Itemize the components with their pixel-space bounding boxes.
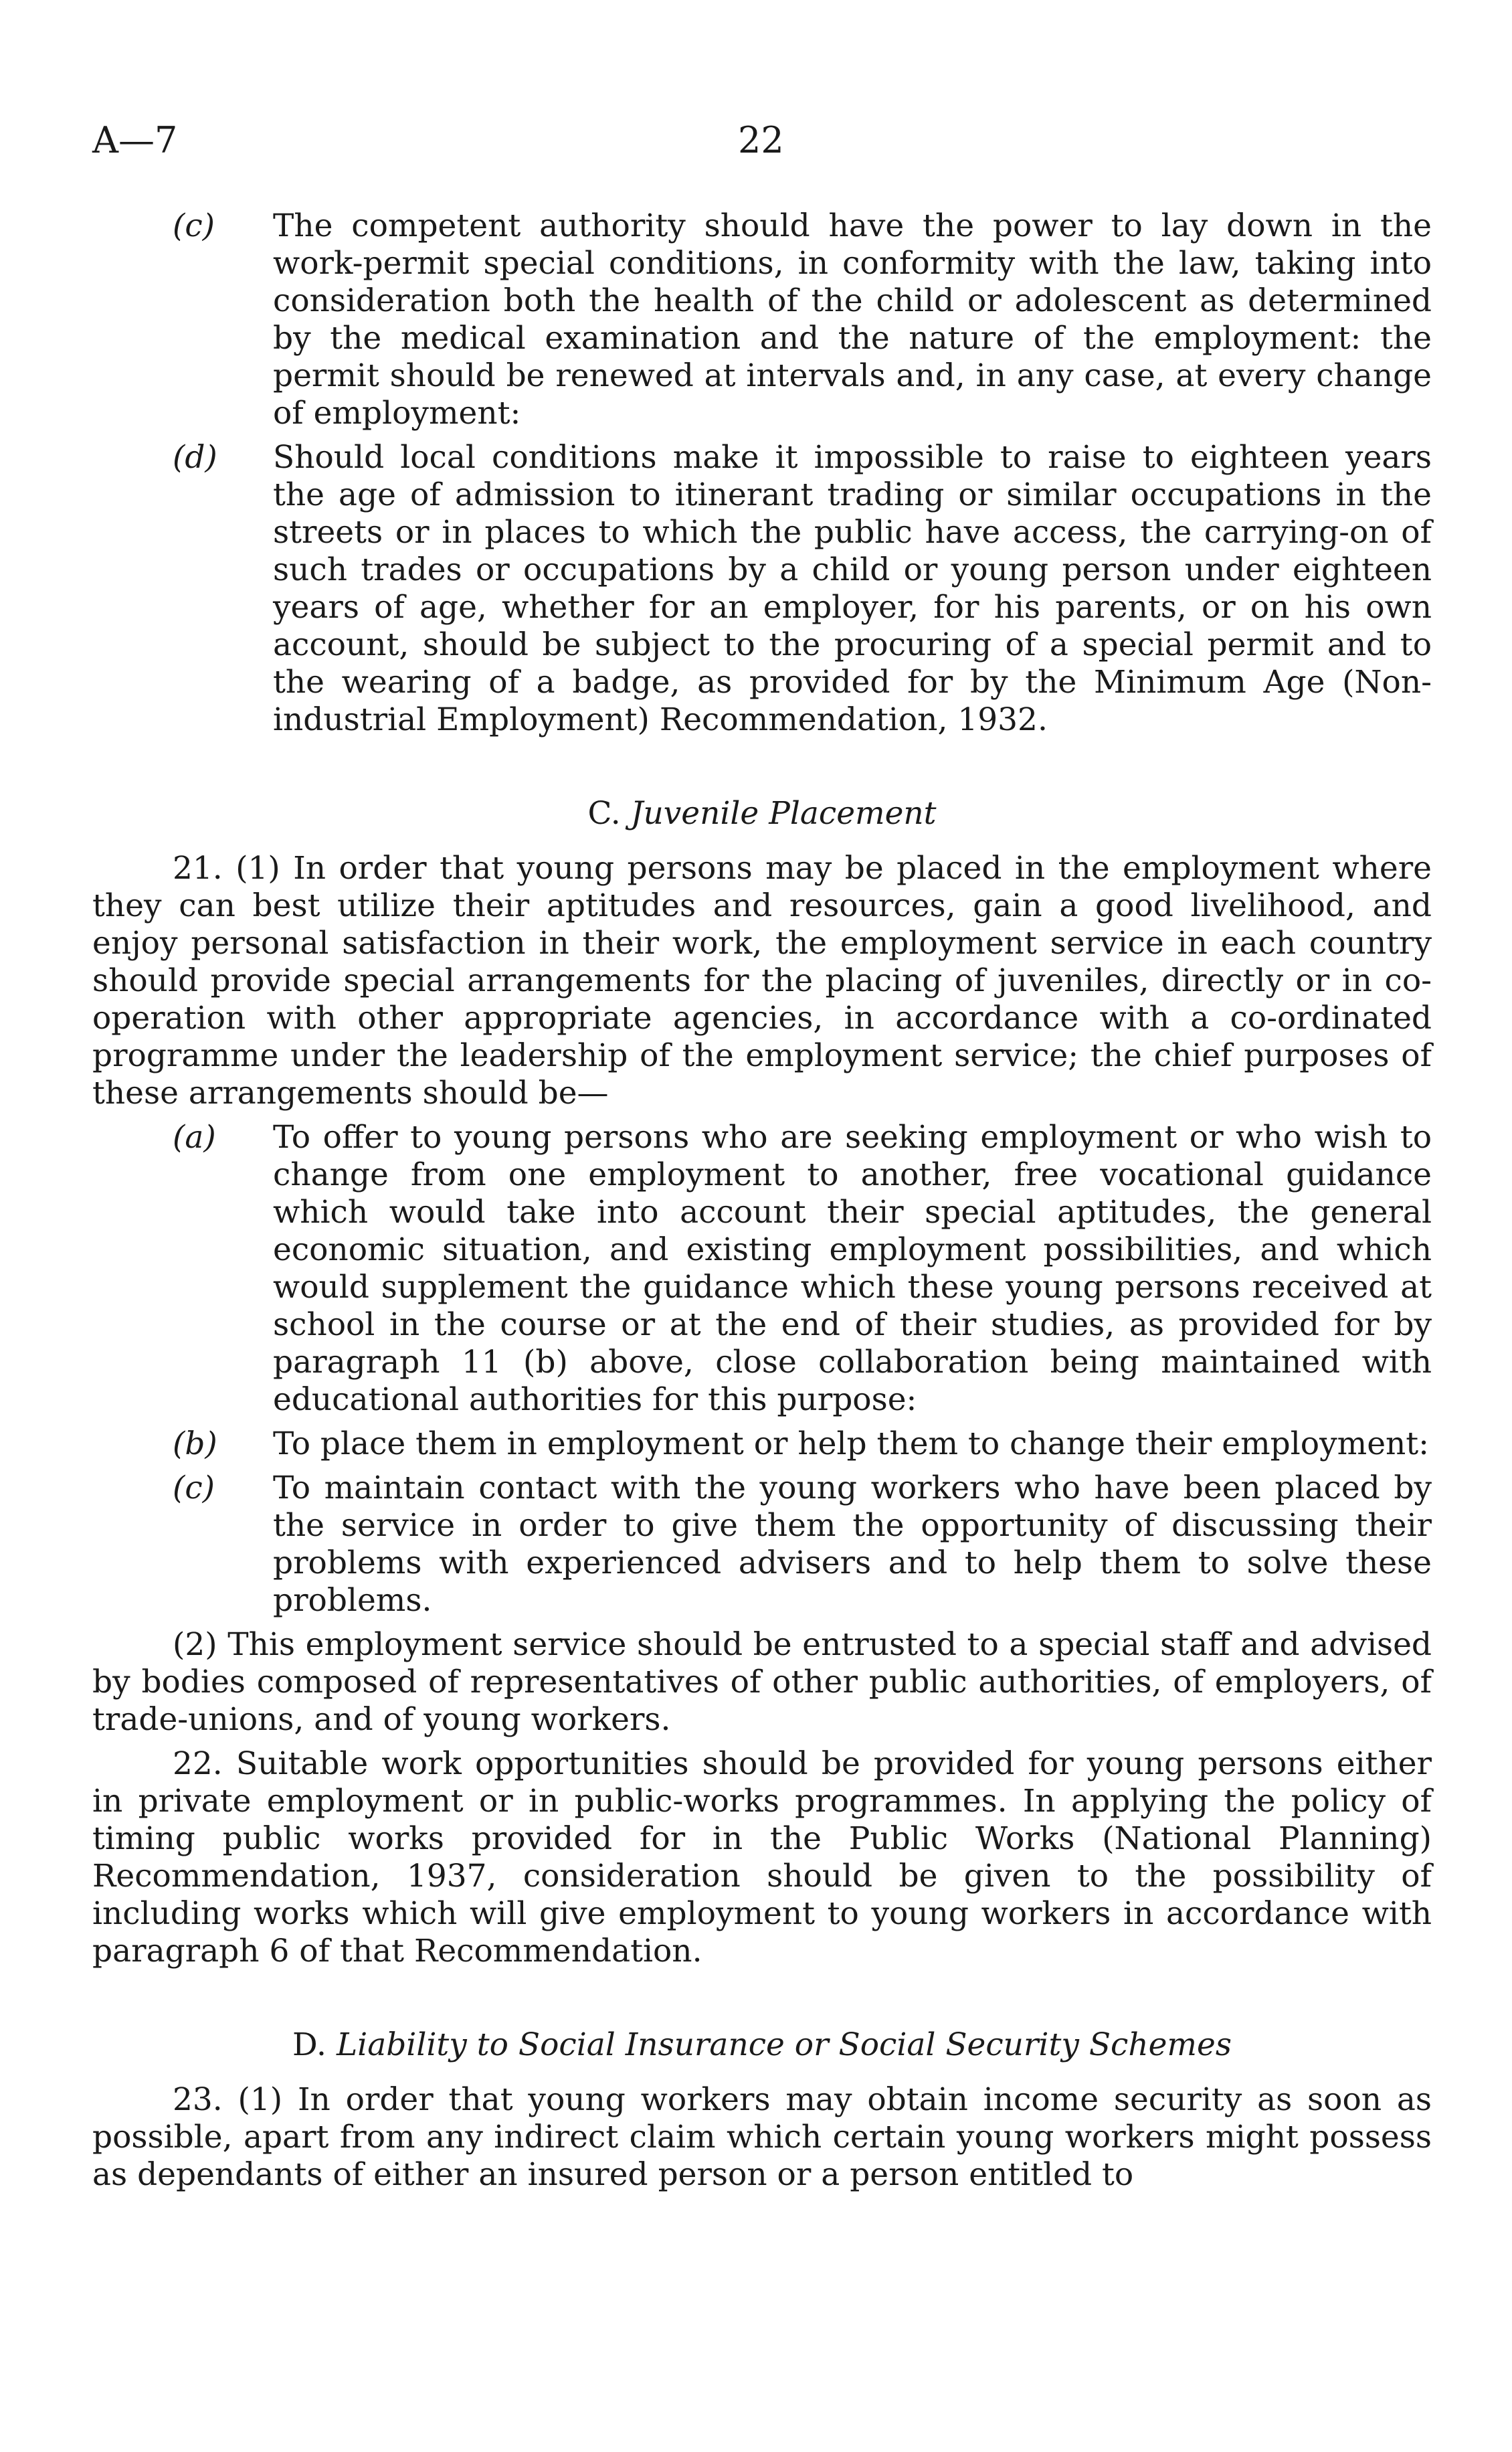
item-21-c [92, 1470, 1432, 1619]
item-text: Should local conditions make it impossible to raise to eighteen years the age of admission to itinerant trading or similar occupations in the streets or in places to which the public have access, the carrying-on of such trades or occupations by a child or young person under eighteen years of age, whether for an employer, for his parents, or on his own account, should be subject to the procuring of a special permit and to the wearing of a badge, as provided for by the Minimum Age (Non-industrial Employment) Recommendation, 1932. [273, 439, 1432, 738]
page-header [92, 119, 1432, 166]
page-number: 22 [738, 119, 784, 161]
item-label: (d) [173, 439, 217, 476]
item-text: The competent authority should have the power to lay down in the work-permit special conditions, in conformity with the law, taking into consideration both the health of the child or adolescent as determined by the medical examination and the nature of the employment: the permit should be renewed at intervals and, in any case, at every change of employment: [273, 207, 1432, 432]
paragraph-23-1: 23. (1) In order that young workers may obtain income security as soon as possible, apart from any indirect claim which certain young workers might possess as dependants of either an insured person or a person entitled to [92, 2081, 1432, 2193]
item-21-a [92, 1119, 1432, 1419]
paragraph-21-1: 21. (1) In order that young persons may be placed in the employment where they can best utilize their aptitudes and resources, gain a good livelihood, and enjoy personal satisfaction in their work, the employment service in each country should provide special arrangements for the placing of juveniles, directly or in co-operation with other appropriate agencies, in accordance with a co-ordinated programme under the leadership of the employment service; the chief purposes of these arrangements should be— [92, 850, 1432, 1112]
paragraph-22: 22. Suitable work opportunities should be provided for young persons either in private employment or in public-works programmes. In applying the policy of timing public works provided for in the Public Works (National Planning) Recommendation, 1937, consideration should be given to the possibility of including works which will give employment to young workers in accordance with paragraph 6 of that Recommendation. [92, 1745, 1432, 1969]
paragraph-21-2: (2) This employment service should be entrusted to a special staff and advised by bodies composed of representatives of other public authorities, of employers, of trade-unions, and of young workers. [92, 1626, 1432, 1738]
item-text: To offer to young persons who are seeking employment or who wish to change from one employment to another, free vocational guidance which would take into account their special aptitudes, the general economic situation, and existing employment possibilities, and which would supplement the guidance which these young persons received at school in the course or at the end of their studies, as provided for by paragraph 11 (b) above, close collaboration being maintained with educational authorities for this purpose: [273, 1119, 1432, 1418]
section-letter: C. [587, 795, 621, 832]
item-text: To maintain contact with the young workers who have been placed by the service in order to give them the opportunity of discussing their problems with experienced advisers and to help them to solve these problems. [273, 1470, 1432, 1619]
item-label: (c) [173, 1470, 215, 1506]
section-letter: D. [292, 2026, 326, 2063]
item-label: (b) [173, 1425, 217, 1462]
section-heading-d [92, 2026, 1432, 2064]
item-label: (a) [173, 1119, 216, 1156]
item-label: (c) [173, 207, 215, 244]
document-reference: A—7 [92, 119, 178, 161]
section-title: Juvenile Placement [630, 795, 937, 832]
section-heading-c [92, 795, 1432, 833]
item-d-top [92, 439, 1432, 739]
section-title: Liability to Social Insurance or Social Security Schemes [336, 2026, 1232, 2063]
item-21-b [92, 1425, 1432, 1463]
item-c-top [92, 207, 1432, 432]
document-body [92, 207, 1432, 2200]
item-text: To place them in employment or help them to change their employment: [273, 1425, 1430, 1462]
